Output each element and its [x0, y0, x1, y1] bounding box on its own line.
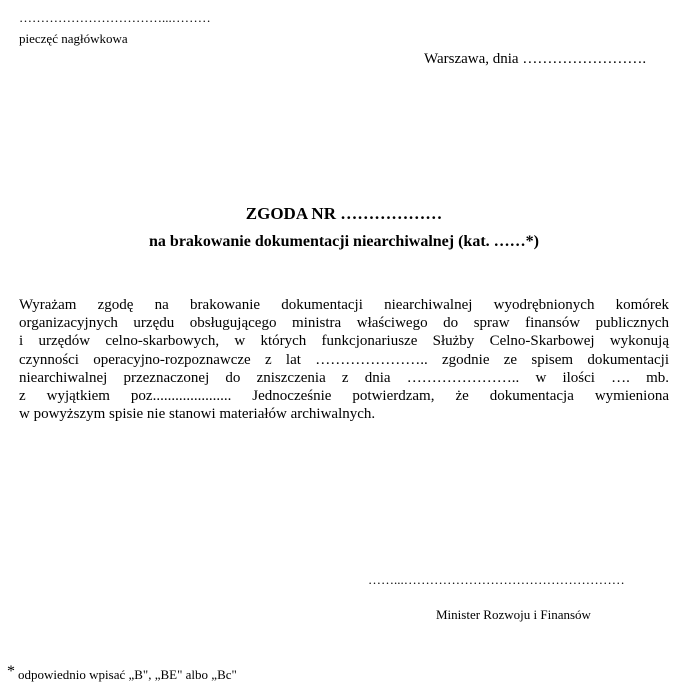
signature-placeholder-line: ……...……………………………………………: [368, 572, 625, 587]
place-date-line: Warszawa, dnia …………………….: [424, 51, 647, 67]
paragraph-line: niearchiwalnej przeznaczonej do zniszczenia z dnia ………………….. w ilości …. mb.: [19, 369, 669, 386]
document-subtitle: na brakowanie dokumentacji niearchiwalnej (kat. ……*): [149, 233, 539, 250]
footnote-asterisk: *: [7, 663, 15, 680]
stamp-placeholder-line: ……………………………...………: [19, 10, 211, 25]
paragraph-line: Wyrażam zgodę na brakowanie dokumentacji niearchiwalnej wyodrębnionych komórek: [19, 297, 669, 313]
paragraph-line: organizacyjnych urzędu obsługującego ministra właściwego do spraw finansów publicznych: [19, 315, 669, 332]
footnote: [7, 663, 237, 683]
signatory-label: Minister Rozwoju i Finansów: [436, 607, 591, 622]
consent-paragraph: [19, 296, 669, 423]
paragraph-line: czynności operacyjno-rozpoznawcze z lat ………………….. zgodnie ze spisem dokumentacji: [19, 351, 669, 368]
paragraph-line: w powyższym spisie nie stanowi materiałów archiwalnych.: [19, 406, 376, 423]
paragraph-line: i urzędów celno-skarbowych, w których funkcjonariusze Służby Celno-Skarbowej wykonują: [19, 333, 669, 350]
document-title: ZGODA NR ………………: [245, 204, 443, 223]
stamp-label: pieczęć nagłówkowa: [19, 31, 128, 46]
paragraph-line: z wyjątkiem poz..................... Jednocześnie potwierdzam, że dokumentacja wymieniona: [19, 388, 669, 405]
footnote-text: odpowiednio wpisać „B", „BE" albo „Bc": [18, 667, 237, 682]
